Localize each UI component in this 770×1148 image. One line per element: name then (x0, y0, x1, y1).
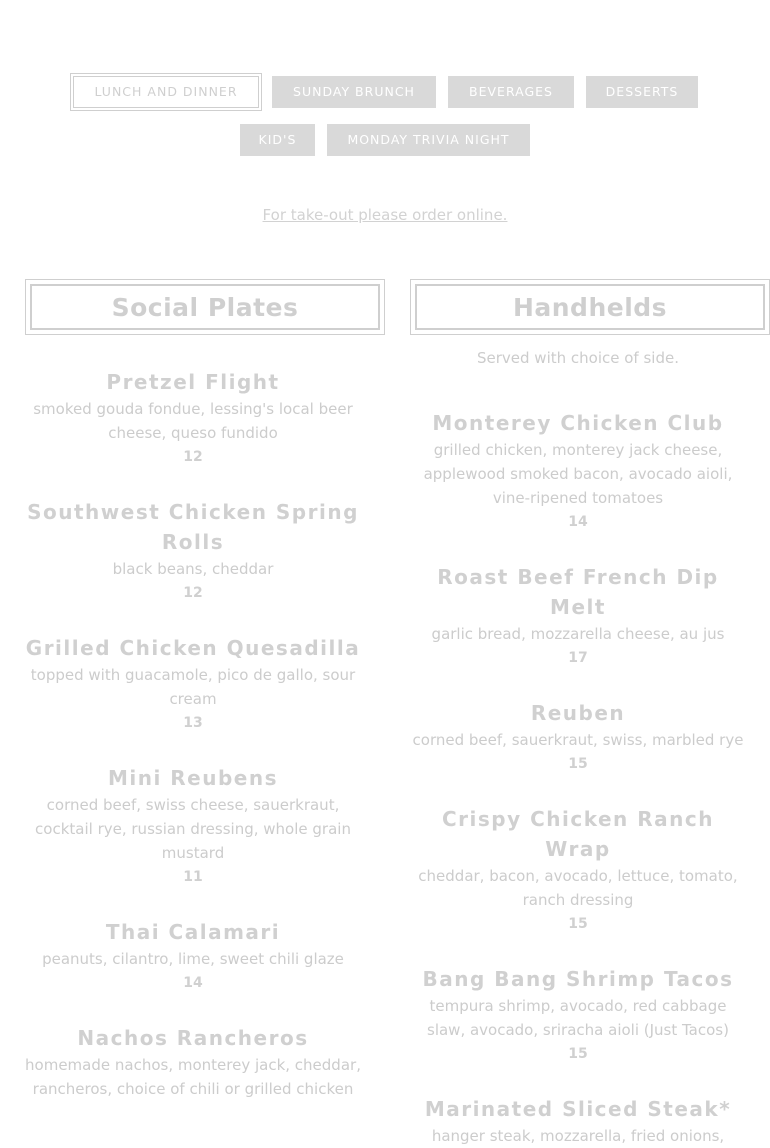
menu-item (410, 698, 746, 776)
item-description: black beans, cheddar (112, 560, 274, 578)
item-name: Nachos Rancheros (77, 1026, 309, 1050)
item-name: Pretzel Flight (106, 370, 280, 394)
item-price: 15 (568, 1046, 588, 1062)
item-name: Reuben (530, 701, 626, 725)
social-plates-list (25, 367, 361, 1101)
section-note: Served with choice of side. (477, 349, 679, 367)
handhelds-header (410, 279, 770, 335)
item-name: Monterey Chicken Club (432, 411, 724, 435)
tab-beverages[interactable]: BEVERAGES (448, 76, 574, 108)
menu-item (410, 562, 746, 670)
menu-item (410, 408, 746, 534)
item-price: 15 (568, 756, 588, 772)
item-name: Thai Calamari (105, 920, 281, 944)
item-price: 11 (183, 869, 203, 885)
item-price: 15 (568, 916, 588, 932)
item-price: 14 (568, 514, 588, 530)
menu-item (410, 964, 746, 1066)
item-price: 17 (568, 650, 588, 666)
item-description: smoked gouda fondue, lessing's local beer cheese, queso fundido (33, 400, 353, 442)
item-name: Bang Bang Shrimp Tacos (422, 967, 734, 991)
menu-item (25, 917, 361, 995)
takeout-link[interactable]: For take-out please order online. (262, 206, 508, 224)
menu-item (25, 763, 361, 889)
menu-item (410, 1094, 746, 1148)
item-name: Crispy Chicken Ranch Wrap (441, 807, 714, 861)
item-description: garlic bread, mozzarella cheese, au jus (431, 625, 725, 643)
tab-desserts[interactable]: DESSERTS (586, 76, 698, 108)
menu-item (25, 633, 361, 735)
item-price: 12 (183, 449, 203, 465)
item-description: corned beef, swiss cheese, sauerkraut, cocktail rye, russian dressing, whole grain mustard (35, 796, 351, 862)
item-description: hanger steak, mozzarella, fried onions, (431, 1127, 725, 1145)
item-name: Mini Reubens (107, 766, 279, 790)
item-description: grilled chicken, monterey jack cheese, applewood smoked bacon, avocado aioli, vine-ripened tomatoes (423, 441, 733, 507)
item-description: tempura shrimp, avocado, red cabbage slaw, avocado, sriracha aioli (Just Tacos) (427, 997, 729, 1039)
item-description: cheddar, bacon, avocado, lettuce, tomato, ranch dressing (418, 867, 738, 909)
item-description: topped with guacamole, pico de gallo, sour cream (30, 666, 356, 708)
section-title: Social Plates (30, 284, 380, 330)
item-description: corned beef, sauerkraut, swiss, marbled rye (412, 731, 744, 749)
section-title: Handhelds (415, 284, 765, 330)
social-plates-header (25, 279, 385, 335)
menu-item (25, 1023, 361, 1101)
handhelds-column (410, 279, 770, 1148)
item-price: 13 (183, 715, 203, 731)
item-name: Grilled Chicken Quesadilla (25, 636, 361, 660)
item-price: 14 (183, 975, 203, 991)
item-description: peanuts, cilantro, lime, sweet chili glaze (42, 950, 344, 968)
tab-kids[interactable]: KID'S (240, 124, 315, 156)
social-plates-column (25, 279, 385, 1101)
menu-item (25, 497, 361, 605)
menu-item (410, 804, 746, 936)
handhelds-list (410, 348, 746, 1148)
tab-monday-trivia-night[interactable]: MONDAY TRIVIA NIGHT (327, 124, 530, 156)
tab-sunday-brunch[interactable]: SUNDAY BRUNCH (272, 76, 436, 108)
item-name: Marinated Sliced Steak* (424, 1097, 732, 1121)
item-description: homemade nachos, monterey jack, cheddar, rancheros, choice of chili or grilled chicken (25, 1056, 361, 1098)
item-name: Roast Beef French Dip Melt (437, 565, 719, 619)
item-name: Southwest Chicken Spring Rolls (27, 500, 359, 554)
tab-lunch-and-dinner[interactable]: LUNCH AND DINNER (73, 76, 259, 108)
menu-item (25, 367, 361, 469)
item-price: 12 (183, 585, 203, 601)
